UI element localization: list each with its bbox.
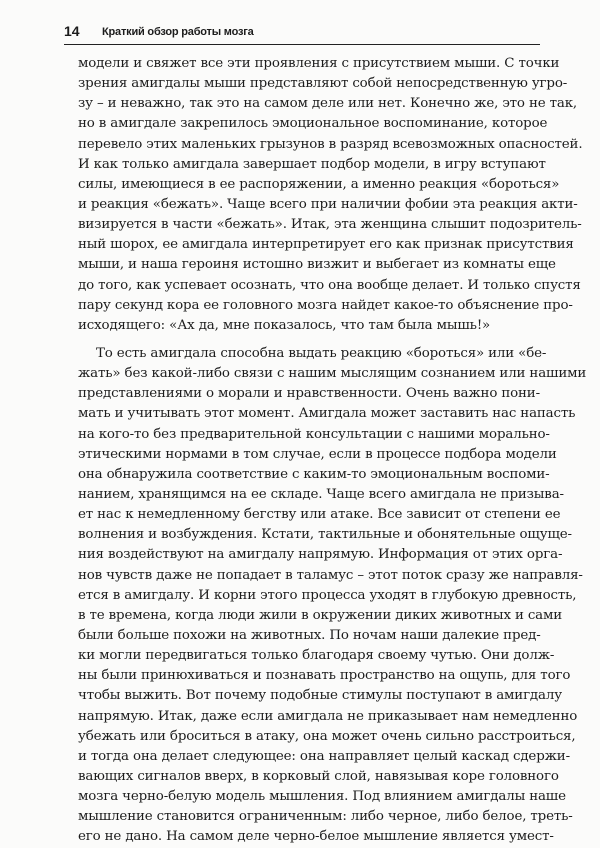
page-number: 14 bbox=[64, 23, 80, 39]
text-line: мыши, и наша героиня истошно визжит и выбегает из комнаты еще bbox=[78, 257, 556, 273]
text-line: она обнаружила соответствие с каким-то эмоциональным воспоми- bbox=[78, 466, 550, 482]
text-line: но в амигдале закрепилось эмоциональное воспоминание, которое bbox=[78, 116, 548, 132]
text-line: И как только амигдала завершает подбор модели, в игру вступают bbox=[78, 156, 546, 172]
text-line: ки могли передвигаться только благодаря своему чутью. Они долж- bbox=[78, 648, 555, 664]
text-line: и тогда она делает следующее: она направляет целый каскад сдержи- bbox=[78, 748, 570, 764]
text-line: ный шорох, ее амигдала интерпретирует его как признак присутствия bbox=[78, 237, 574, 253]
text-line: ет нас к немедленному бегству или атаке. Все зависит от степени ее bbox=[78, 507, 561, 523]
text-line: модели и свяжет все эти проявления с присутствием мыши. С точки bbox=[78, 56, 560, 71]
text-line: силы, имеющиеся в ее распоряжении, а именно реакция «бороться» bbox=[78, 176, 560, 192]
text-line: и реакция «бежать». Чаще всего при наличии фобии эта реакция акти- bbox=[78, 196, 578, 212]
text-line: на кого-то без предварительной консультации с нашими морально- bbox=[78, 426, 550, 442]
text-line: ния воздействуют на амигдалу напрямую. Информация от этих орга- bbox=[78, 547, 563, 563]
text-line: нанием, хранящимся на ее складе. Чаще всего амигдала не призыва- bbox=[78, 486, 564, 502]
text-line: То есть амигдала способна выдать реакцию «бороться» или «бе- bbox=[96, 345, 547, 361]
text-line: в те времена, когда люди жили в окружении диких животных и сами bbox=[78, 607, 563, 623]
text-line: мышление становится ограниченным: либо черное, либо белое, треть- bbox=[78, 809, 573, 825]
text-line: его не дано. На самом деле черно-белое мышление является умест- bbox=[78, 829, 554, 845]
text-line: представлениями о морали и нравственности. Очень важно пони- bbox=[78, 386, 540, 402]
text-line: пару секунд кора ее головного мозга найдет какое-то объяснение про- bbox=[78, 297, 573, 313]
text-line: визируется в части «бежать». Итак, эта женщина слышит подозритель- bbox=[78, 217, 582, 233]
text-line: нов чувств даже не попадает в таламус – этот поток сразу же направля- bbox=[78, 567, 583, 583]
text-line: ется в амигдалу. И корни этого процесса уходят в глубокую древность, bbox=[78, 587, 577, 603]
text-line: этическими нормами в том случае, если в процессе подбора модели bbox=[78, 446, 557, 462]
text-line: вающих сигналов вверх, в корковый слой, навязывая коре головного bbox=[78, 768, 559, 784]
text-line: напрямую. Итак, даже если амигдала не приказывает нам немедленно bbox=[78, 708, 578, 724]
text-line: волнения и возбуждения. Кстати, тактильные и обонятельные ощуще- bbox=[78, 527, 572, 543]
text-line: перевело этих маленьких грызунов в разряд всевозможных опасностей. bbox=[78, 136, 583, 152]
text-line: мозга черно-белую модель мышления. Под влиянием амигдалы наше bbox=[78, 789, 566, 805]
text-line: убежать или броситься в атаку, она может очень сильно расстроиться, bbox=[78, 728, 576, 744]
paragraph bbox=[78, 54, 583, 336]
page-header bbox=[64, 20, 540, 45]
text-line: чтобы выжить. Вот почему подобные стимулы поступают в амигдалу bbox=[78, 688, 562, 704]
text-line: жать» без какой-либо связи с нашим мыслящим сознанием или нашими bbox=[78, 366, 587, 382]
text-line: зу – и неважно, так это на самом деле или нет. Конечно же, это не так, bbox=[78, 96, 578, 112]
text-line: до того, как успевает осознать, что она вообще делает. И только спустя bbox=[78, 277, 581, 293]
text-line: исходящего: «Ах да, мне показалось, что там была мышь!» bbox=[78, 317, 491, 333]
text-line: были больше похожи на животных. По ночам наши далекие пред- bbox=[78, 627, 541, 643]
paragraph bbox=[78, 344, 587, 848]
text-line: мать и учитывать этот момент. Амигдала может заставить нас напасть bbox=[78, 406, 576, 422]
text-line: ны были принюхиваться и познавать пространство на ощупь, для того bbox=[78, 668, 571, 684]
body-text bbox=[78, 54, 587, 847]
running-title: Краткий обзор работы мозга bbox=[102, 26, 254, 38]
text-line: зрения амигдалы мыши представляют собой непосредственную угро- bbox=[78, 76, 568, 92]
